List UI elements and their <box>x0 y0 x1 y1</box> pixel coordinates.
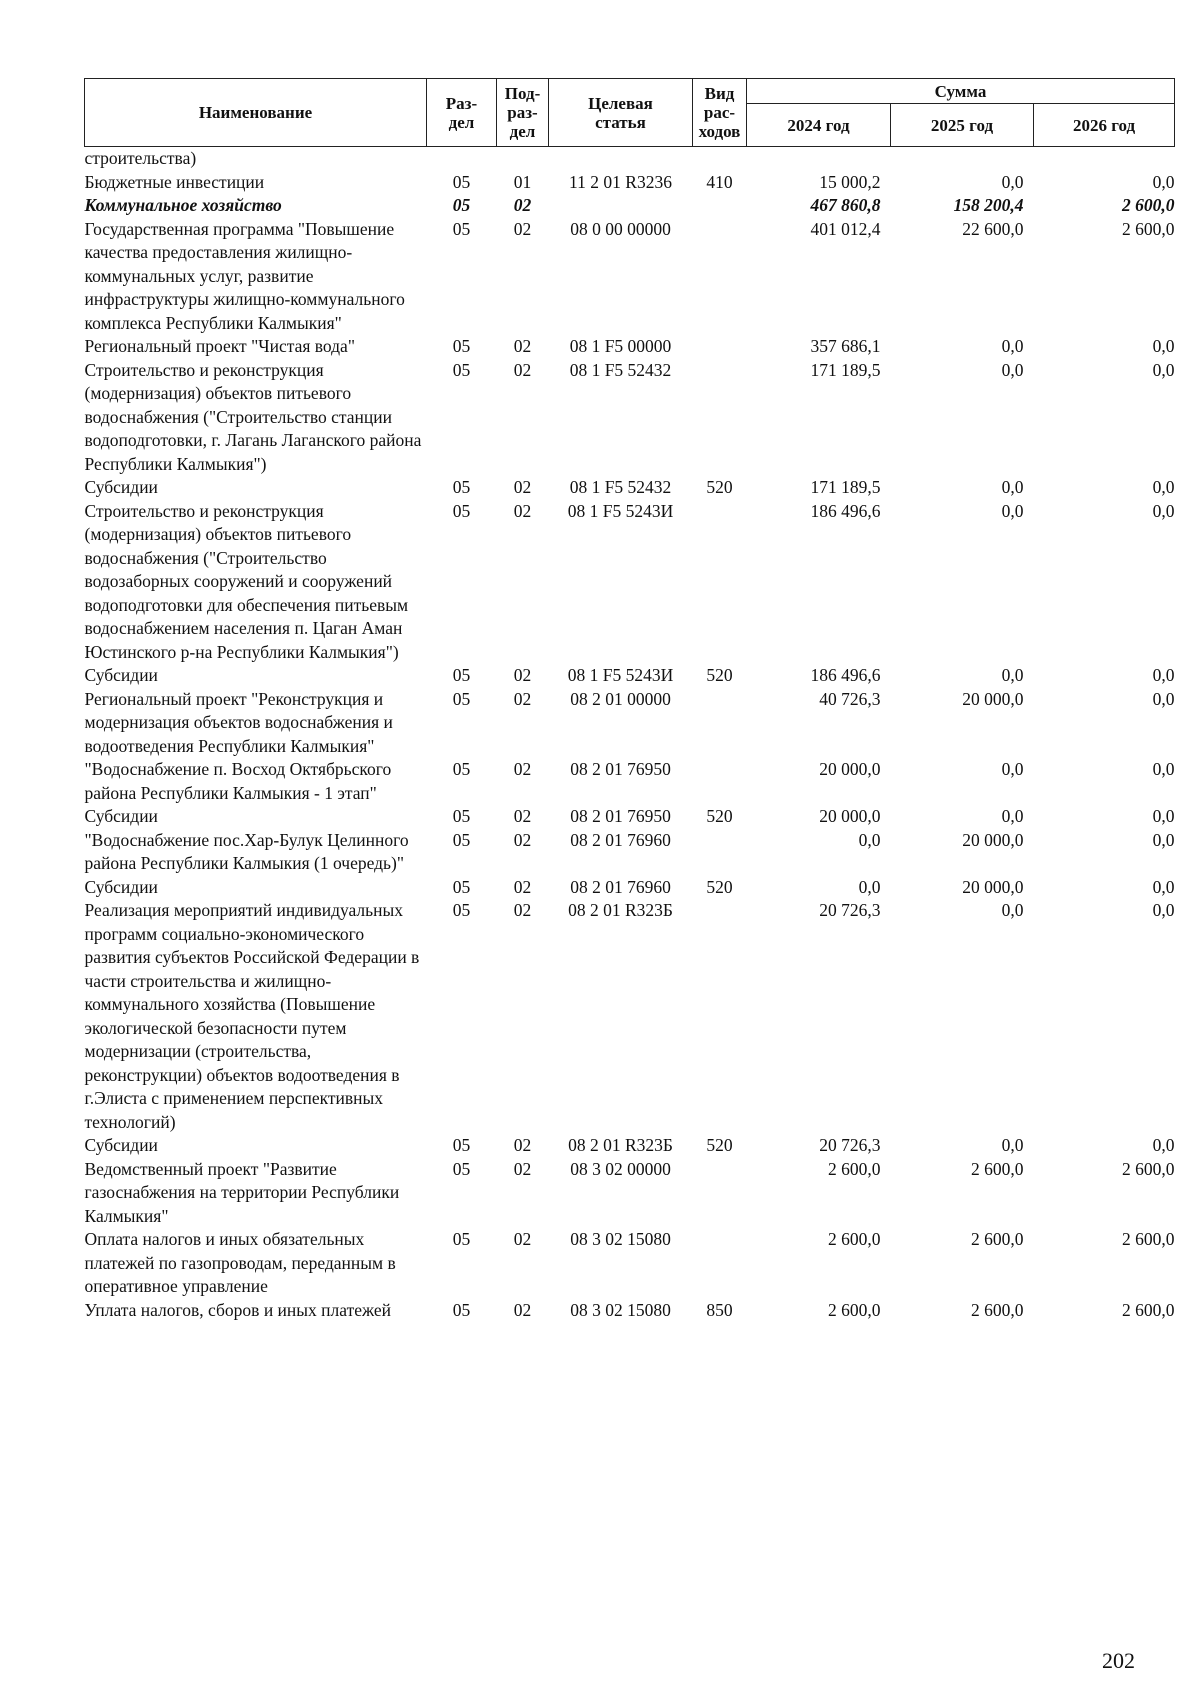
row-vid <box>693 359 747 477</box>
row-sum-2024: 20 726,3 <box>819 1135 881 1155</box>
header-name: Наименование <box>85 79 427 147</box>
row-razdel: 05 <box>452 876 471 897</box>
row-sum-2024: 20 726,3 <box>819 900 881 920</box>
row-vid: 520 <box>706 876 733 897</box>
row-razdel: 05 <box>452 336 471 356</box>
row-podrazdel: 02 <box>513 1299 532 1320</box>
row-celevaya: 08 2 01 76960 <box>570 876 671 897</box>
row-razdel: 05 <box>452 1135 471 1155</box>
row-celevaya: 08 1 F5 00000 <box>569 336 672 356</box>
row-sum-2025: 0,0 <box>1001 1135 1024 1155</box>
row-vid <box>693 500 747 665</box>
row-sum-2024: 171 189,5 <box>810 359 881 380</box>
row-razdel: 05 <box>452 1158 471 1179</box>
row-sum-2024: 15 000,2 <box>819 171 881 192</box>
row-sum-2026: 0,0 <box>1152 171 1175 192</box>
row-sum-2026: 0,0 <box>1152 359 1175 380</box>
row-vid <box>693 194 747 218</box>
row-sum-2024: 0,0 <box>858 876 881 897</box>
row-sum-2025: 0,0 <box>1001 500 1024 521</box>
row-sum-2026: 0,0 <box>1152 477 1175 497</box>
row-razdel: 05 <box>452 195 471 215</box>
row-sum-2024: 2 600,0 <box>828 1299 881 1320</box>
row-podrazdel: 02 <box>513 195 532 215</box>
table-row <box>85 194 1175 218</box>
row-name: Субсидии <box>84 876 158 897</box>
table-row <box>85 1299 1175 1323</box>
table-row <box>85 829 1175 876</box>
row-celevaya: 08 2 01 76950 <box>570 806 671 826</box>
row-vid <box>693 147 747 171</box>
row-vid: 410 <box>706 171 733 192</box>
row-sum-2026: 0,0 <box>1152 829 1175 850</box>
row-vid <box>693 899 747 1134</box>
row-sum-2026: 0,0 <box>1152 500 1175 521</box>
row-vid <box>693 1158 747 1229</box>
table-row <box>85 359 1175 477</box>
row-sum-2024: 357 686,1 <box>810 336 881 356</box>
row-podrazdel: 02 <box>513 1158 532 1179</box>
row-sum-2026: 2 600,0 <box>1122 1229 1175 1249</box>
row-celevaya: 08 2 01 76950 <box>570 759 671 779</box>
table-row <box>85 500 1175 665</box>
row-sum-2026: 0,0 <box>1152 665 1175 685</box>
row-razdel: 05 <box>452 759 471 779</box>
row-podrazdel: 02 <box>513 477 532 497</box>
row-razdel: 05 <box>452 829 471 850</box>
row-sum-2026: 0,0 <box>1152 900 1175 920</box>
row-name: Строительство и реконструкция (модернизация) объектов питьевого водоснабжения ("Строительство станции водоподготовки, г. Лагань Лаганского района Республики Калмыкия") <box>84 359 422 474</box>
row-podrazdel: 02 <box>513 1135 532 1155</box>
row-podrazdel: 02 <box>513 359 532 380</box>
row-razdel: 05 <box>452 171 471 192</box>
row-celevaya: 08 3 02 15080 <box>570 1229 671 1249</box>
row-celevaya: 08 1 F5 52432 <box>569 359 672 380</box>
row-sum-2025: 20 000,0 <box>962 688 1024 709</box>
row-name: Субсидии <box>84 1135 158 1155</box>
table-row <box>85 805 1175 829</box>
row-sum-2026: 0,0 <box>1152 759 1175 779</box>
table-row <box>85 476 1175 500</box>
row-name: Коммунальное хозяйство <box>84 195 282 215</box>
row-sum-2024: 2 600,0 <box>828 1229 881 1249</box>
row-vid <box>693 1228 747 1299</box>
row-celevaya: 08 0 00 00000 <box>570 218 671 239</box>
table-row <box>85 876 1175 900</box>
row-sum-2024: 186 496,6 <box>810 500 881 521</box>
header-razdel: Раз- дел <box>427 79 497 147</box>
row-name: Ведомственный проект "Развитие газоснабжения на территории Республики Калмыкия" <box>84 1158 400 1226</box>
row-vid <box>693 829 747 876</box>
row-razdel: 05 <box>452 218 471 239</box>
row-podrazdel: 01 <box>513 171 532 192</box>
row-sum-2026: 2 600,0 <box>1122 1158 1175 1179</box>
table-row <box>85 1134 1175 1158</box>
row-razdel: 05 <box>452 1299 471 1320</box>
row-name: Субсидии <box>84 806 158 826</box>
row-name: Бюджетные инвестиции <box>84 171 265 192</box>
row-celevaya: 08 3 02 15080 <box>570 1299 671 1320</box>
row-podrazdel <box>497 147 549 171</box>
header-year-2026: 2026 год <box>1034 104 1175 147</box>
row-sum-2025: 0,0 <box>1001 359 1024 380</box>
row-sum-2026: 2 600,0 <box>1122 195 1175 215</box>
row-razdel: 05 <box>452 1229 471 1249</box>
row-sum-2025: 0,0 <box>1001 336 1024 356</box>
row-name: "Водоснабжение п. Восход Октябрьского района Республики Калмыкия - 1 этап" <box>84 759 392 803</box>
row-sum-2025: 158 200,4 <box>953 195 1024 215</box>
row-celevaya: 08 1 F5 5243И <box>567 500 674 521</box>
header-year-2025: 2025 год <box>891 104 1034 147</box>
header-podrazdel: Под- раз- дел <box>497 79 549 147</box>
row-sum-2025: 2 600,0 <box>971 1299 1024 1320</box>
row-razdel: 05 <box>452 500 471 521</box>
row-vid: 520 <box>706 806 733 826</box>
row-podrazdel: 02 <box>513 336 532 356</box>
budget-table <box>84 78 1175 1322</box>
row-sum-2026 <box>1034 147 1175 171</box>
row-razdel: 05 <box>452 806 471 826</box>
row-razdel: 05 <box>452 688 471 709</box>
row-sum-2025: 22 600,0 <box>962 218 1024 239</box>
row-podrazdel: 02 <box>513 688 532 709</box>
row-celevaya: 08 2 01 R323Б <box>568 1135 673 1155</box>
row-sum-2026: 0,0 <box>1152 876 1175 897</box>
row-podrazdel: 02 <box>513 806 532 826</box>
row-podrazdel: 02 <box>513 218 532 239</box>
row-celevaya: 08 1 F5 52432 <box>569 477 672 497</box>
row-podrazdel: 02 <box>513 1229 532 1249</box>
row-sum-2026: 0,0 <box>1152 688 1175 709</box>
header-vid: Вид рас- ходов <box>693 79 747 147</box>
row-name: Реализация мероприятий индивидуальных программ социально-экономического развития субъектов Российской Федерации в части строительства и жилищно-коммунального хозяйства (Повышение экологической безопасности путем модернизации (строительства, реконструкции) объектов водоотведения в г.Элиста с применением перспективных технологий) <box>84 900 420 1132</box>
row-podrazdel: 02 <box>513 759 532 779</box>
row-celevaya: 11 2 01 R3236 <box>569 171 672 192</box>
row-podrazdel: 02 <box>513 500 532 521</box>
row-celevaya <box>549 194 693 218</box>
row-razdel: 05 <box>452 477 471 497</box>
table-row <box>85 335 1175 359</box>
row-sum-2025: 20 000,0 <box>962 829 1024 850</box>
row-sum-2025 <box>891 147 1034 171</box>
row-sum-2025: 2 600,0 <box>971 1229 1024 1249</box>
row-sum-2024: 467 860,8 <box>810 195 881 215</box>
row-name: Региональный проект "Реконструкция и модернизация объектов водоснабжения и водоотведения Республики Калмыкия" <box>84 688 393 756</box>
row-name: Строительство и реконструкция (модернизация) объектов питьевого водоснабжения ("Строительство водозаборных сооружений и сооружений водоподготовки для обеспечения питьевым водоснабжением населения п. Цаган Аман Юстинского р-на Республики Калмыкия") <box>84 500 409 662</box>
header-summa: Сумма <box>747 79 1175 104</box>
row-sum-2025: 0,0 <box>1001 900 1024 920</box>
row-sum-2026: 0,0 <box>1152 806 1175 826</box>
row-sum-2024: 2 600,0 <box>828 1158 881 1179</box>
row-sum-2026: 0,0 <box>1152 336 1175 356</box>
row-celevaya: 08 2 01 76960 <box>570 829 671 850</box>
row-celevaya: 08 1 F5 5243И <box>567 665 674 685</box>
row-vid: 850 <box>706 1299 733 1320</box>
table-row <box>85 1228 1175 1299</box>
row-sum-2024 <box>747 147 891 171</box>
row-vid <box>693 758 747 805</box>
row-podrazdel: 02 <box>513 900 532 920</box>
table-row <box>85 758 1175 805</box>
row-sum-2024: 171 189,5 <box>810 477 881 497</box>
table-row <box>85 1158 1175 1229</box>
table-row <box>85 688 1175 759</box>
row-razdel: 05 <box>452 900 471 920</box>
row-celevaya: 08 2 01 R323Б <box>568 900 673 920</box>
row-sum-2025: 0,0 <box>1001 806 1024 826</box>
row-name: "Водоснабжение пос.Хар-Булук Целинного района Республики Калмыкия (1 очередь)" <box>84 829 409 873</box>
row-sum-2025: 20 000,0 <box>962 876 1024 897</box>
row-sum-2024: 40 726,3 <box>819 688 881 709</box>
row-vid: 520 <box>706 477 733 497</box>
table-body <box>85 147 1175 1323</box>
row-name: строительства) <box>84 148 197 168</box>
table-row <box>85 899 1175 1134</box>
table-row <box>85 218 1175 336</box>
row-celevaya: 08 2 01 00000 <box>570 688 671 709</box>
row-razdel: 05 <box>452 665 471 685</box>
table-row <box>85 147 1175 171</box>
row-name: Региональный проект "Чистая вода" <box>84 336 355 356</box>
row-name: Государственная программа "Повышение качества предоставления жилищно-коммунальных услуг, развитие инфраструктуры жилищно-коммунального комплекса Республики Калмыкия" <box>84 218 405 333</box>
row-celevaya: 08 3 02 00000 <box>570 1158 671 1179</box>
row-sum-2025: 2 600,0 <box>971 1158 1024 1179</box>
header-celevaya: Целевая статья <box>549 79 693 147</box>
budget-table-container <box>84 78 1174 1322</box>
table-row <box>85 664 1175 688</box>
row-vid: 520 <box>706 665 733 685</box>
row-sum-2026: 0,0 <box>1152 1135 1175 1155</box>
row-razdel: 05 <box>452 359 471 380</box>
row-podrazdel: 02 <box>513 876 532 897</box>
row-sum-2026: 2 600,0 <box>1122 218 1175 239</box>
row-name: Оплата налогов и иных обязательных платежей по газопроводам, переданным в оперативное управление <box>84 1229 396 1296</box>
row-vid <box>693 218 747 336</box>
row-vid: 520 <box>706 1135 733 1155</box>
row-vid <box>693 688 747 759</box>
row-name: Субсидии <box>84 477 158 497</box>
header-year-2024: 2024 год <box>747 104 891 147</box>
row-razdel <box>427 147 497 171</box>
row-celevaya <box>549 147 693 171</box>
row-sum-2025: 0,0 <box>1001 665 1024 685</box>
row-sum-2025: 0,0 <box>1001 759 1024 779</box>
row-podrazdel: 02 <box>513 829 532 850</box>
row-vid <box>693 335 747 359</box>
table-header <box>85 79 1175 147</box>
row-sum-2024: 186 496,6 <box>810 665 881 685</box>
row-sum-2026: 2 600,0 <box>1122 1299 1175 1320</box>
row-sum-2024: 20 000,0 <box>819 759 881 779</box>
row-name: Уплата налогов, сборов и иных платежей <box>84 1299 391 1320</box>
row-sum-2024: 0,0 <box>858 829 881 850</box>
row-name: Субсидии <box>84 665 158 685</box>
row-sum-2025: 0,0 <box>1001 171 1024 192</box>
row-sum-2024: 20 000,0 <box>819 806 881 826</box>
row-sum-2024: 401 012,4 <box>810 218 881 239</box>
table-row <box>85 171 1175 195</box>
page-number: 202 <box>1102 1648 1135 1673</box>
row-sum-2025: 0,0 <box>1001 477 1024 497</box>
row-podrazdel: 02 <box>513 665 532 685</box>
